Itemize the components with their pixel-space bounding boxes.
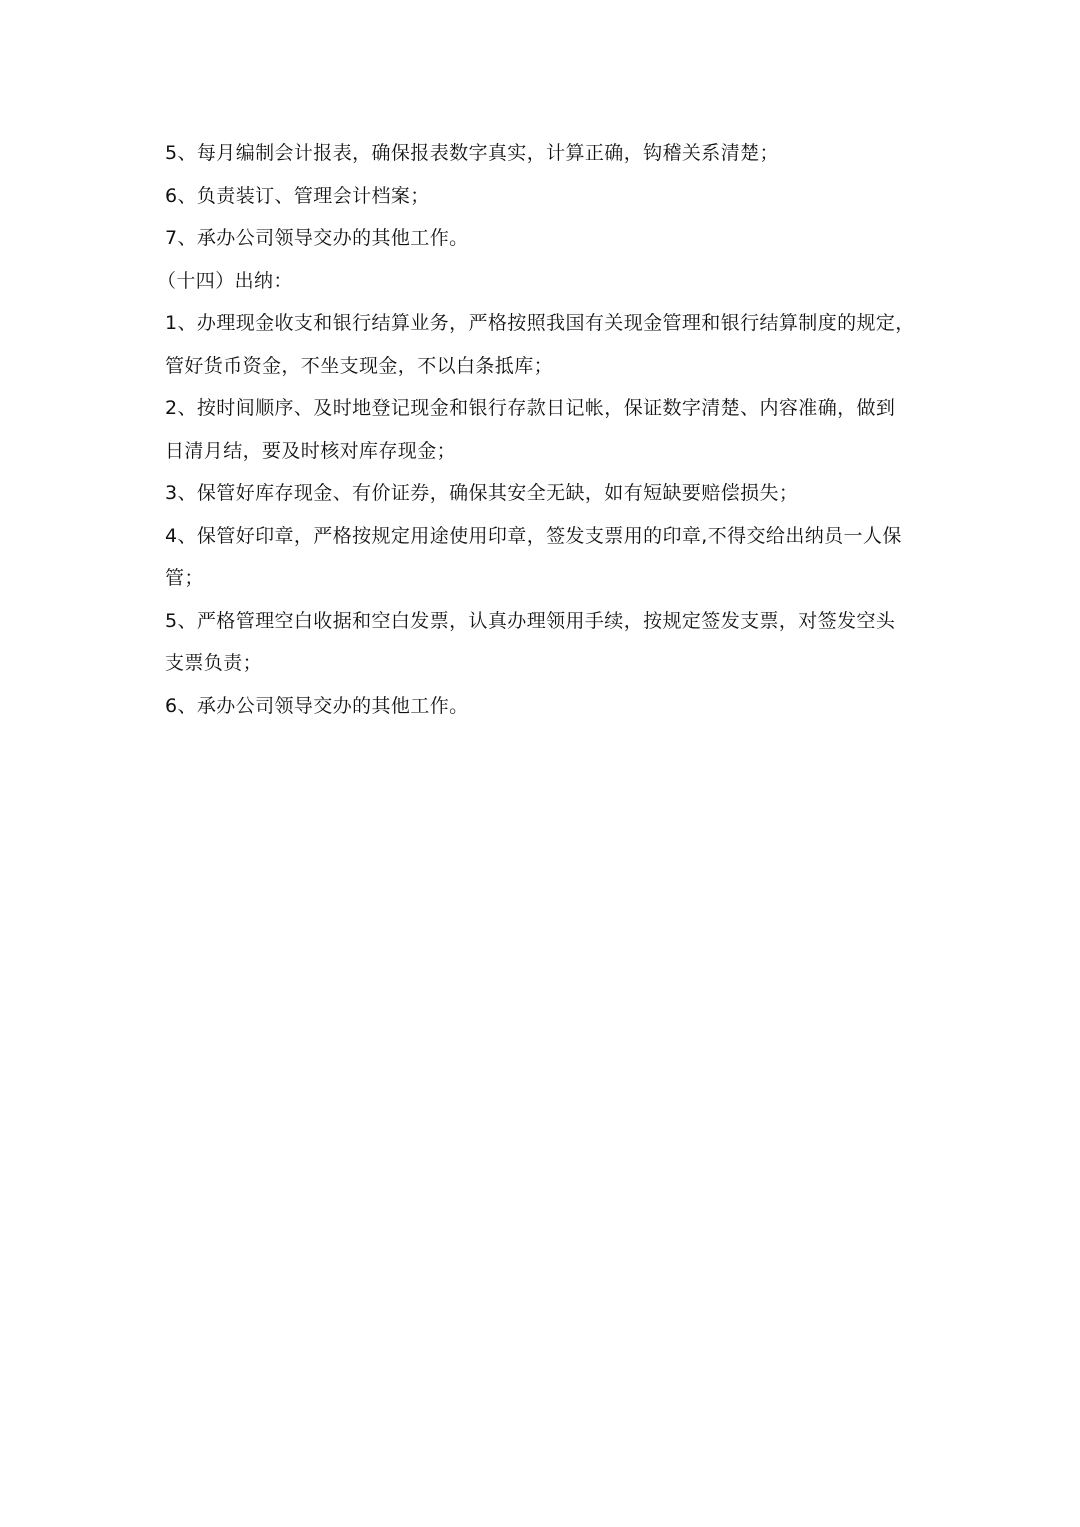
cashier-item-4: 4、保管好印章，严格按规定用途使用印章，签发支票用的印章,不得交给出纳员一人保 (165, 524, 902, 547)
cashier-item-1-continuation: 管好货币资金，不坐支现金，不以白条抵库； (165, 354, 554, 377)
cashier-item-4-continuation: 管； (165, 567, 204, 589)
duty-item-6-archives: 6、负责装订、管理会计档案； (165, 184, 430, 207)
cashier-item-2: 2、按时间顺序、及时地登记现金和银行存款日记帐，保证数字清楚、内容准确，做到 (165, 397, 896, 419)
duty-item-5-reports: 5、每月编制会计报表，确保报表数字真实，计算正确，钩稽关系清楚； (165, 142, 779, 164)
document-body (157, 132, 925, 727)
cashier-item-6: 6、承办公司领导交办的其他工作。 (165, 694, 469, 717)
cashier-item-1: 1、办理现金收支和银行结算业务，严格按照我国有关现金管理和银行结算制度的规定， (165, 312, 915, 334)
duty-item-7-other: 7、承办公司领导交办的其他工作。 (165, 227, 469, 249)
cashier-item-5: 5、严格管理空白收据和空白发票，认真办理领用手续，按规定签发支票，对签发空头 (165, 609, 896, 632)
cashier-item-3: 3、保管好库存现金、有价证券，确保其安全无缺，如有短缺要赔偿损失； (165, 482, 799, 504)
cashier-item-5-continuation: 支票负责； (165, 652, 263, 674)
section-heading-cashier: （十四）出纳： (157, 269, 293, 292)
cashier-item-2-continuation: 日清月结，要及时核对库存现金； (165, 439, 457, 462)
